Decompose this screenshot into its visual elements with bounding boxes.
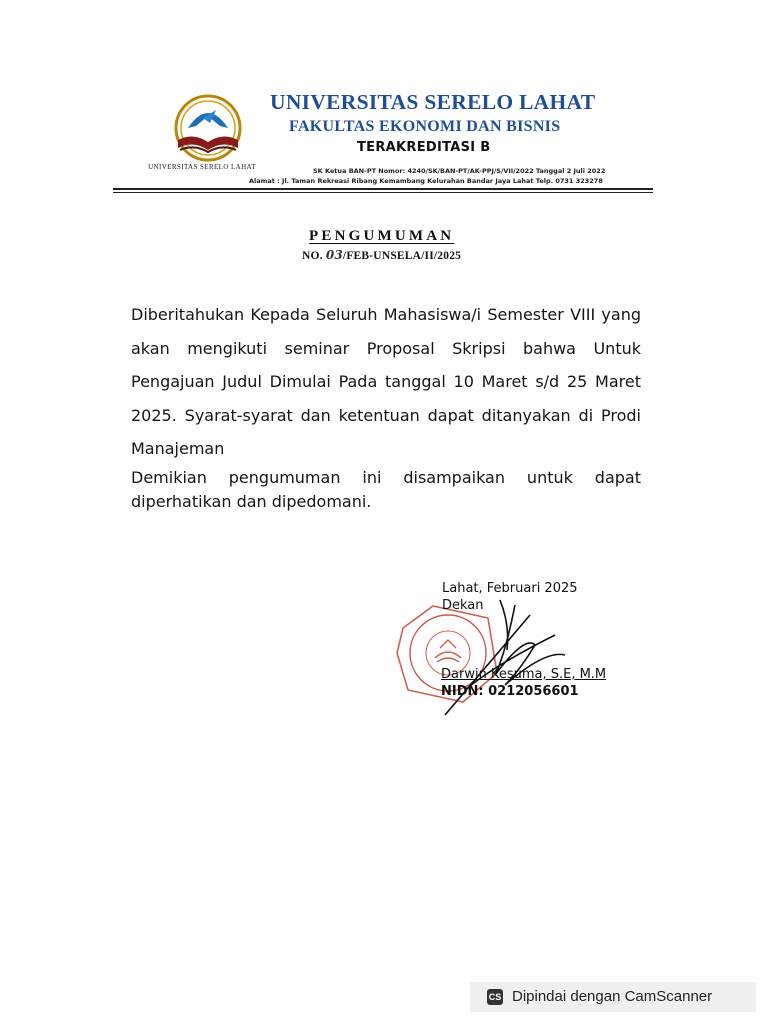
signature-position: Dekan — [442, 598, 484, 613]
announcement-number-prefix: NO. — [302, 250, 326, 262]
camscanner-icon: CS — [487, 989, 503, 1005]
faculty-name: FAKULTAS EKONOMI DAN BISNIS — [289, 118, 561, 135]
university-logo — [158, 88, 258, 168]
logo-caption: UNIVERSITAS SERELO LAHAT — [148, 163, 256, 171]
camscanner-text: Dipindai dengan CamScanner — [512, 988, 713, 1005]
dean-nidn: NIDN: 0212056601 — [441, 684, 579, 699]
announcement-title: PENGUMUMAN — [309, 228, 455, 244]
accreditation-label: TERAKREDITASI B — [357, 140, 491, 155]
announcement-number-suffix: /FEB-UNSELA/II/2025 — [342, 250, 462, 262]
address-line: Alamat : Jl. Taman Rekreasi Ribang Kemambang Kelurahan Bandar Jaya Lahat Telp. 0731 323278 — [249, 177, 603, 185]
signature-place-date: Lahat, Februari 2025 — [442, 581, 578, 596]
announcement-number — [302, 248, 461, 262]
announcement-number-handwritten: 03 — [325, 248, 343, 262]
header-divider-thick — [113, 188, 653, 190]
header-divider-thin — [113, 192, 653, 193]
dean-signature — [435, 595, 575, 720]
accreditation-decree: SK Ketua BAN-PT Nomor: 4240/SK/BAN-PT/AK-PPJ/S/VII/2022 Tanggal 2 Juli 2022 — [313, 167, 606, 175]
university-name: UNIVERSITAS SERELO LAHAT — [270, 90, 596, 114]
announcement-body: Diberitahukan Kepada Seluruh Mahasiswa/i Semester VIII yang akan mengikuti seminar Proposal Skripsi bahwa Untuk Pengajuan Judul Dimulai Pada tanggal 10 Maret s/d 25 Maret 2025. Syarat-syarat dan ketentuan dapat ditanyakan di Prodi Manajeman — [131, 305, 641, 458]
announcement-closing: Demikian pengumuman ini disampaikan untuk dapat diperhatikan dan dipedomani. — [131, 468, 641, 511]
dean-name: Darwin Kesuma, S.E, M.M — [441, 667, 607, 682]
